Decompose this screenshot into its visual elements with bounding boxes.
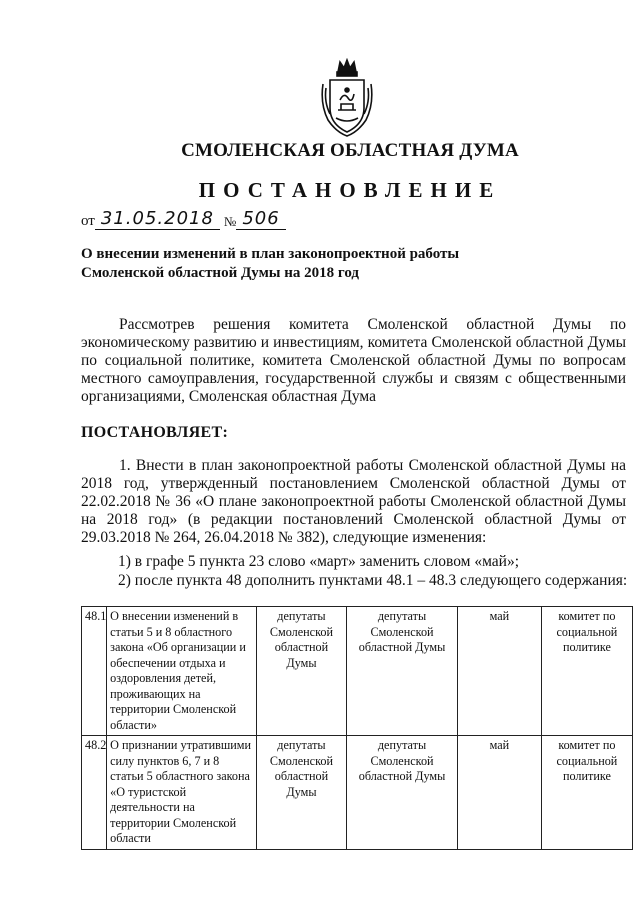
number-prefix: № <box>223 214 237 229</box>
document-subject <box>81 245 459 283</box>
preamble-paragraph: Рассмотрев решения комитета Смоленской областной Думы по экономическому развитию и инвестициям, комитета Смоленской областной Думы по социальной политике, комитета Смоленской областной Думы по вопросам местного самоуправления, государственной службы и связям с общественными организациями, Смоленская областная Дума <box>81 316 626 405</box>
date-number-line <box>81 209 286 230</box>
document-type-title: ПОСТАНОВЛЕНИЕ <box>198 178 502 202</box>
plan-changes-table <box>81 606 633 850</box>
developer: депутаты Смоленской областной Думы <box>347 607 458 736</box>
term: май <box>458 607 542 736</box>
bill-title: О внесении изменений в статьи 5 и 8 областного закона «Об организации и обеспечении отдыха и оздоровления детей, проживающих на территории Смоленской области» <box>107 607 257 736</box>
table-row <box>82 736 633 850</box>
organization-name: СМОЛЕНСКАЯ ОБЛАСТНАЯ ДУМА <box>181 140 519 161</box>
date-prefix: от <box>81 213 95 229</box>
subject-line-1: О внесении изменений в план законопроектной работы <box>81 246 460 262</box>
decree-heading: ПОСТАНОВЛЯЕТ: <box>81 424 229 441</box>
coat-of-arms-emblem <box>318 58 376 138</box>
subitem-2: 2) после пункта 48 дополнить пунктами 48.1 – 48.3 следующего содержания: <box>118 572 628 589</box>
term: май <box>458 736 542 850</box>
bill-title: О признании утратившими силу пунктов 6, 7 и 8 статьи 5 областного закона «О туристской деятельности на территории Смоленской области <box>107 736 257 850</box>
responsible-committee: комитет по социальной политике <box>541 607 632 736</box>
clause-1-paragraph: 1. Внести в план законопроектной работы Смоленской областной Думы на 2018 год, утвержденный постановлением Смоленской областной Думы от 22.02.2018 № 36 «О плане законопроектной работы Смоленской областной Думы на 2018 год» (в редакции постановлений Смоленской областной Думы от 29.03.2018 № 264, 26.04.2018 № 382), следующие изменения: <box>81 457 626 546</box>
developer: депутаты Смоленской областной Думы <box>347 736 458 850</box>
row-number: 48.1 <box>82 607 107 736</box>
row-number: 48.2 <box>82 736 107 850</box>
subitem-1: 1) в графе 5 пункта 23 слово «март» заменить словом «май»; <box>118 553 520 570</box>
responsible-committee: комитет по социальной политике <box>541 736 632 850</box>
document-date: 31.05.2018 <box>95 209 220 230</box>
subitems-list <box>118 552 627 590</box>
subject-line-2: Смоленской областной Думы на 2018 год <box>81 265 360 281</box>
table-row <box>82 607 633 736</box>
document-number: 506 <box>236 209 285 230</box>
initiator: депутаты Смоленской областной Думы <box>256 736 346 850</box>
initiator: депутаты Смоленской областной Думы <box>256 607 346 736</box>
